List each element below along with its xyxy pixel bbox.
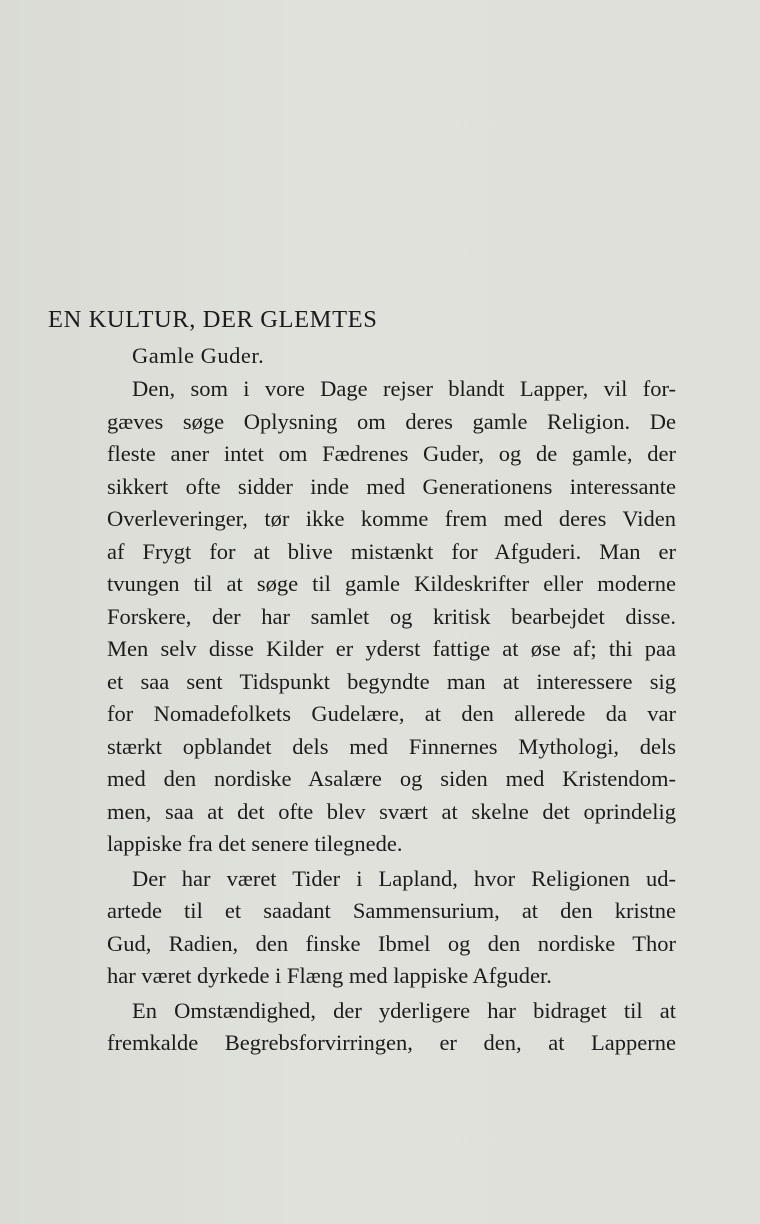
text-line: En Omstændighed, der yderligere har bidraget til at xyxy=(132,997,676,1023)
text-line: stærkt opblandet dels med Finnernes Mythologi, dels xyxy=(107,733,676,759)
paragraph-3 xyxy=(107,995,676,1060)
text-line: med den nordiske Asalære og siden med Kristendom- xyxy=(107,766,676,791)
text-line: af Frygt for at blive mistænkt for Afguderi. Man er xyxy=(107,538,676,564)
text-line: Der har været Tider i Lapland, hvor Religionen ud- xyxy=(132,865,676,891)
text-line: et saa sent Tidspunkt begyndte man at interessere sig xyxy=(107,668,676,694)
text-line: artede til et saadant Sammensurium, at den kristne xyxy=(107,898,676,923)
text-line: Gud, Radien, den finske Ibmel og den nordiske Thor xyxy=(107,930,676,956)
text-line: Forskere, der har samlet og kritisk bearbejdet disse. xyxy=(107,603,676,629)
paragraph-1 xyxy=(107,373,676,861)
running-head: EN KULTUR, DER GLEMTES xyxy=(48,306,378,333)
text-line: Overleveringer, tør ikke komme frem med deres Viden xyxy=(107,506,676,531)
text-line: tvungen til at søge til gamle Kildeskrifter eller moderne xyxy=(107,571,676,596)
text-line: sikkert ofte sidder inde med Generationens interessante xyxy=(107,473,676,499)
paragraph-2 xyxy=(107,863,676,993)
body-text xyxy=(107,339,676,1060)
text-line: fleste aner intet om Fædrenes Guder, og de gamle, der xyxy=(107,441,676,466)
text-line: Men selv disse Kilder er yderst fattige at øse af; thi paa xyxy=(107,636,676,661)
text-line: lappiske fra det senere tilegnede. xyxy=(107,831,403,856)
text-line: Den, som i vore Dage rejser blandt Lapper, vil for- xyxy=(132,376,676,401)
text-line: har været dyrkede i Flæng med lappiske Afguder. xyxy=(107,963,552,988)
text-line: for Nomadefolkets Gudelære, at den allerede da var xyxy=(107,701,676,726)
text-line: men, saa at det ofte blev svært at skelne det oprindelig xyxy=(107,798,676,824)
section-title: Gamle Guder. xyxy=(132,343,265,368)
text-line: fremkalde Begrebsforvirringen, er den, at Lapperne xyxy=(107,1030,676,1055)
text-line: gæves søge Oplysning om deres gamle Religion. De xyxy=(107,408,676,434)
